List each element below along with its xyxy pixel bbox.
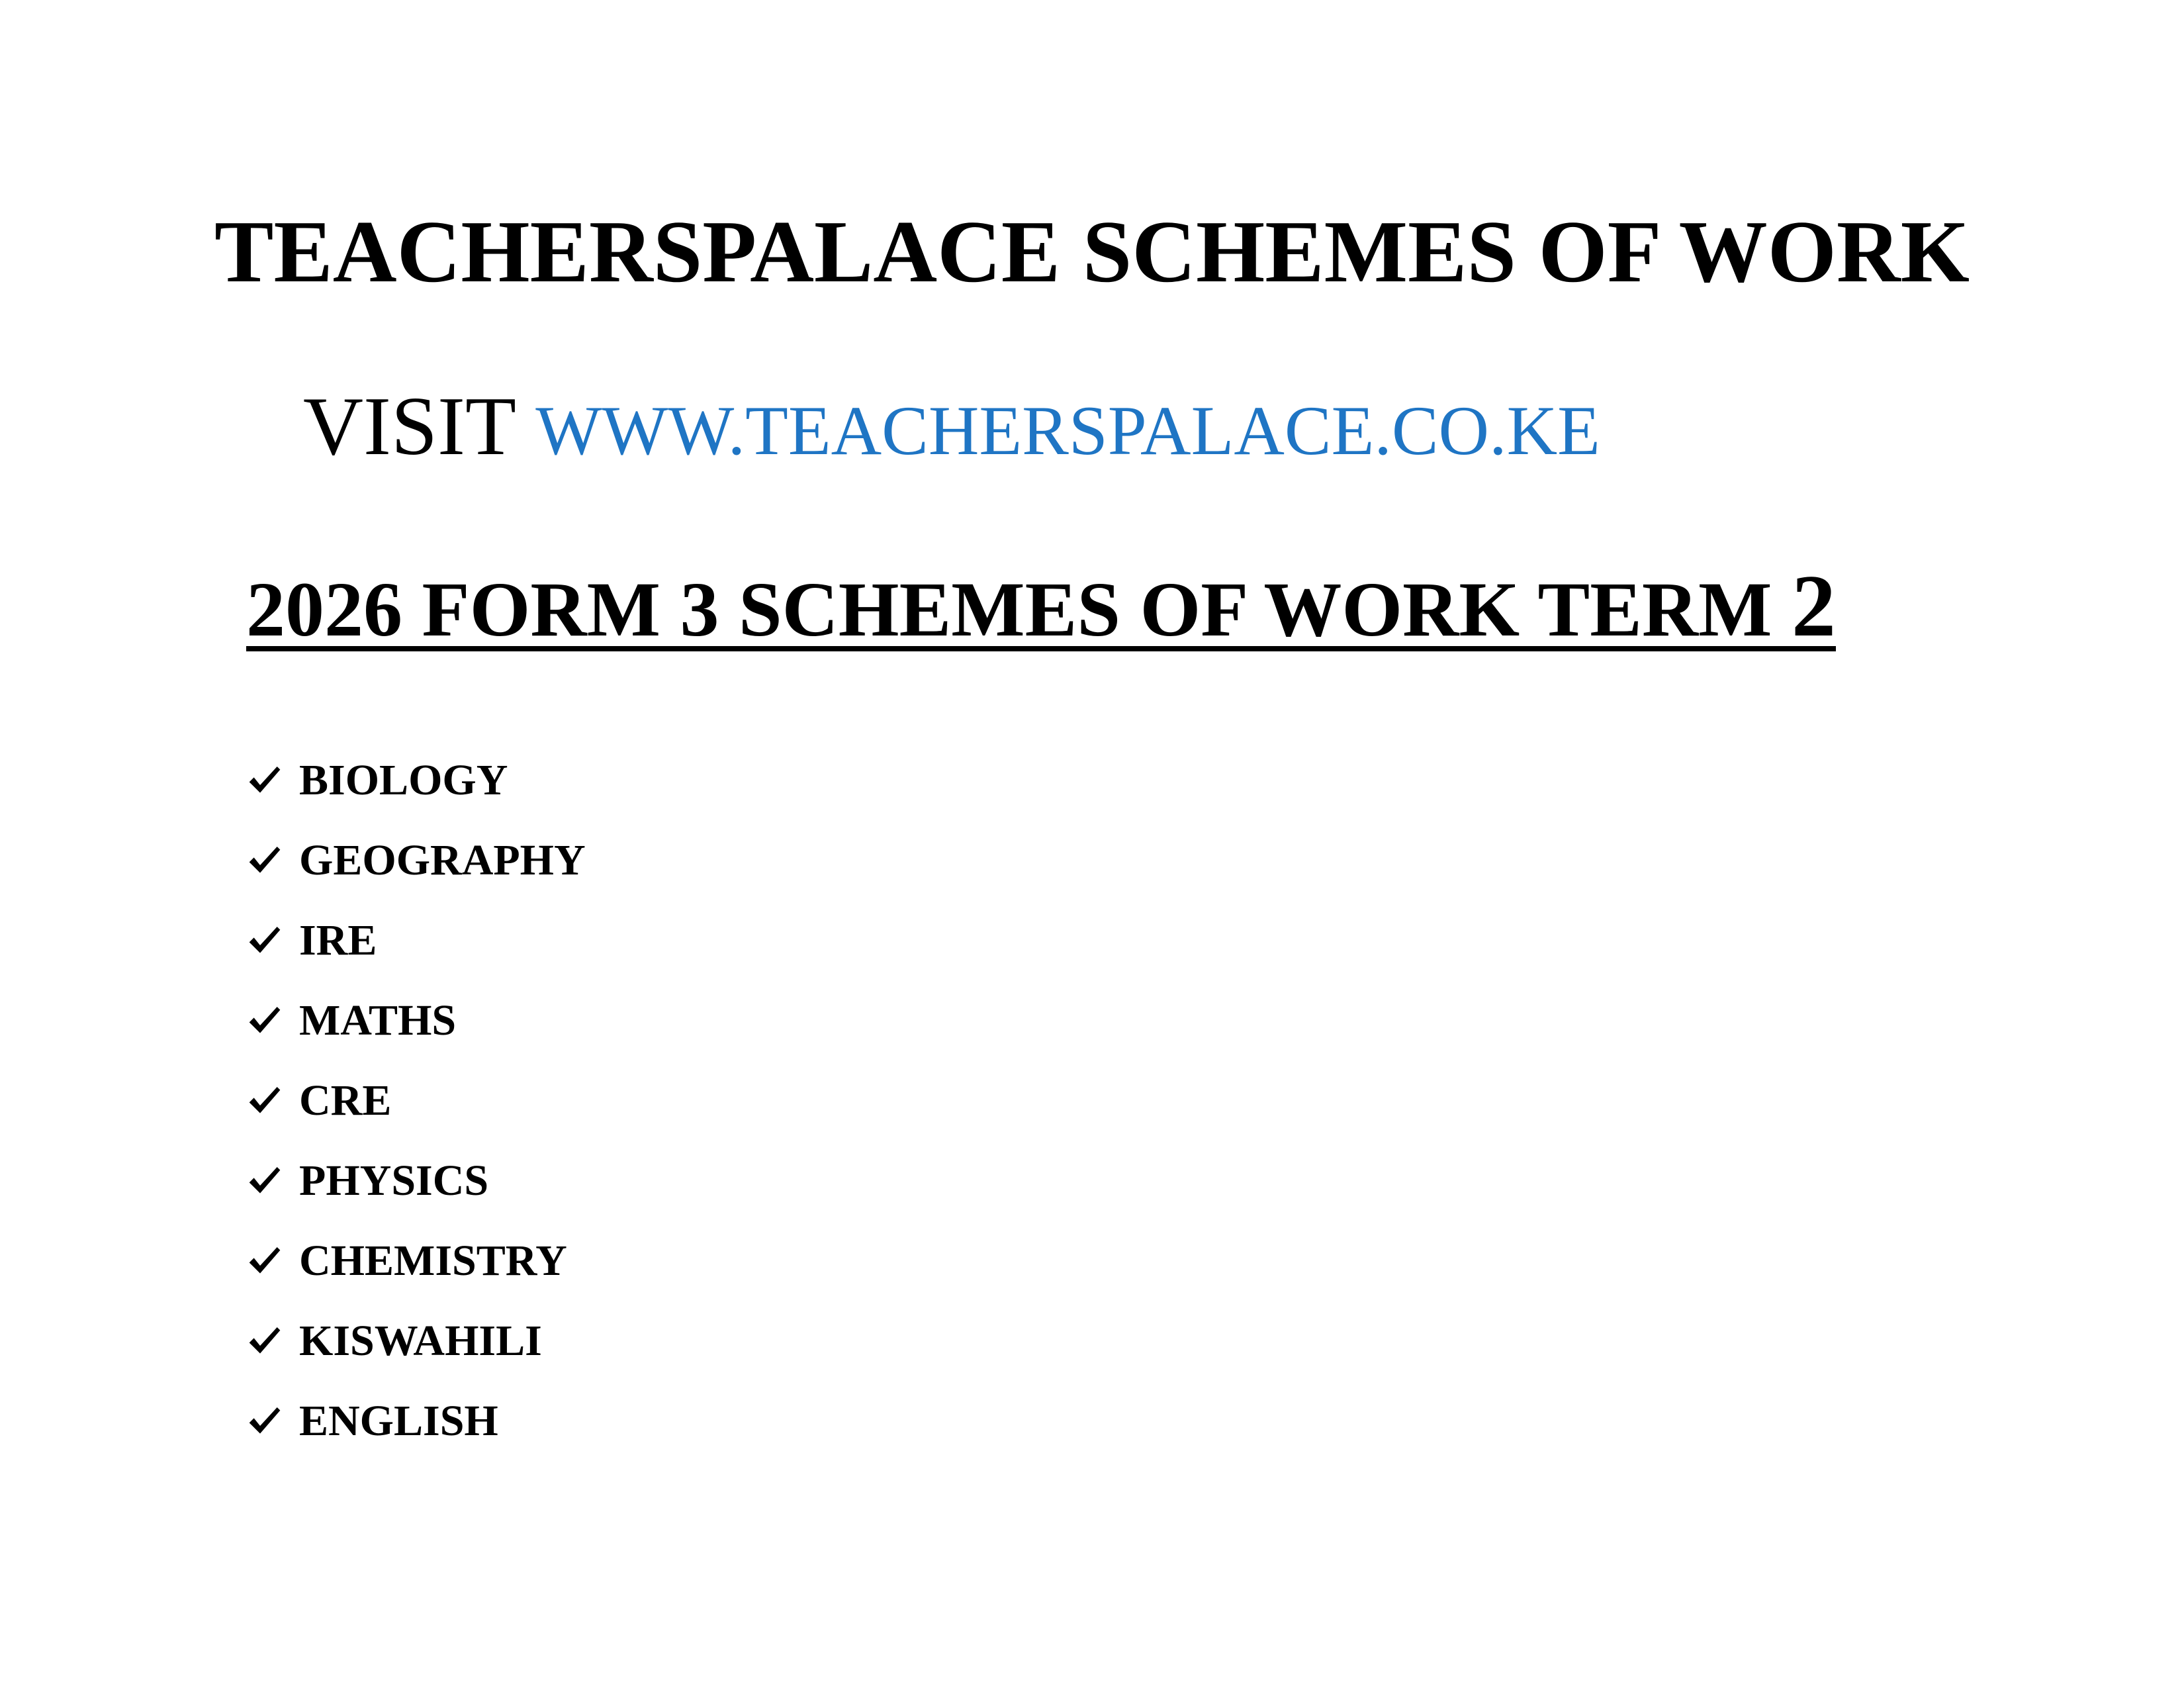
website-link[interactable]: WWW.TEACHERSPALACE.CO.KE [535, 392, 1600, 469]
subtitle-main: 2026 FORM 3 SCHEMES OF WORK TERM [246, 566, 1772, 653]
list-item [246, 740, 586, 820]
list-item [246, 1381, 586, 1461]
subject-label: BIOLOGY [299, 755, 508, 804]
subject-label: PHYSICS [299, 1156, 489, 1205]
check-icon [246, 922, 283, 959]
visit-label: VISIT [303, 381, 515, 473]
document-title: TEACHERSPALACE SCHEMES OF WORK [214, 203, 1970, 301]
list-item [246, 1060, 586, 1141]
check-icon [246, 1243, 283, 1280]
list-item [246, 900, 586, 980]
check-icon [246, 1002, 283, 1039]
list-item [246, 820, 586, 900]
check-icon [246, 1403, 283, 1440]
subject-label: ENGLISH [299, 1396, 498, 1445]
subject-label: KISWAHILI [299, 1316, 542, 1365]
check-icon [246, 1323, 283, 1360]
subtitle-term-number: 2 [1792, 557, 1836, 655]
list-item [246, 1301, 586, 1381]
visit-line [303, 377, 1600, 481]
subject-list [246, 740, 586, 1461]
subject-label: IRE [299, 915, 377, 964]
list-item [246, 980, 586, 1060]
list-item [246, 1221, 586, 1301]
document-subtitle [246, 556, 1836, 659]
check-icon [246, 1162, 283, 1199]
subject-label: MATHS [299, 996, 457, 1045]
list-item [246, 1141, 586, 1221]
check-icon [246, 842, 283, 879]
check-icon [246, 1082, 283, 1119]
subject-label: GEOGRAPHY [299, 835, 586, 884]
subject-label: CRE [299, 1076, 392, 1125]
check-icon [246, 762, 283, 799]
subject-label: CHEMISTRY [299, 1236, 567, 1285]
